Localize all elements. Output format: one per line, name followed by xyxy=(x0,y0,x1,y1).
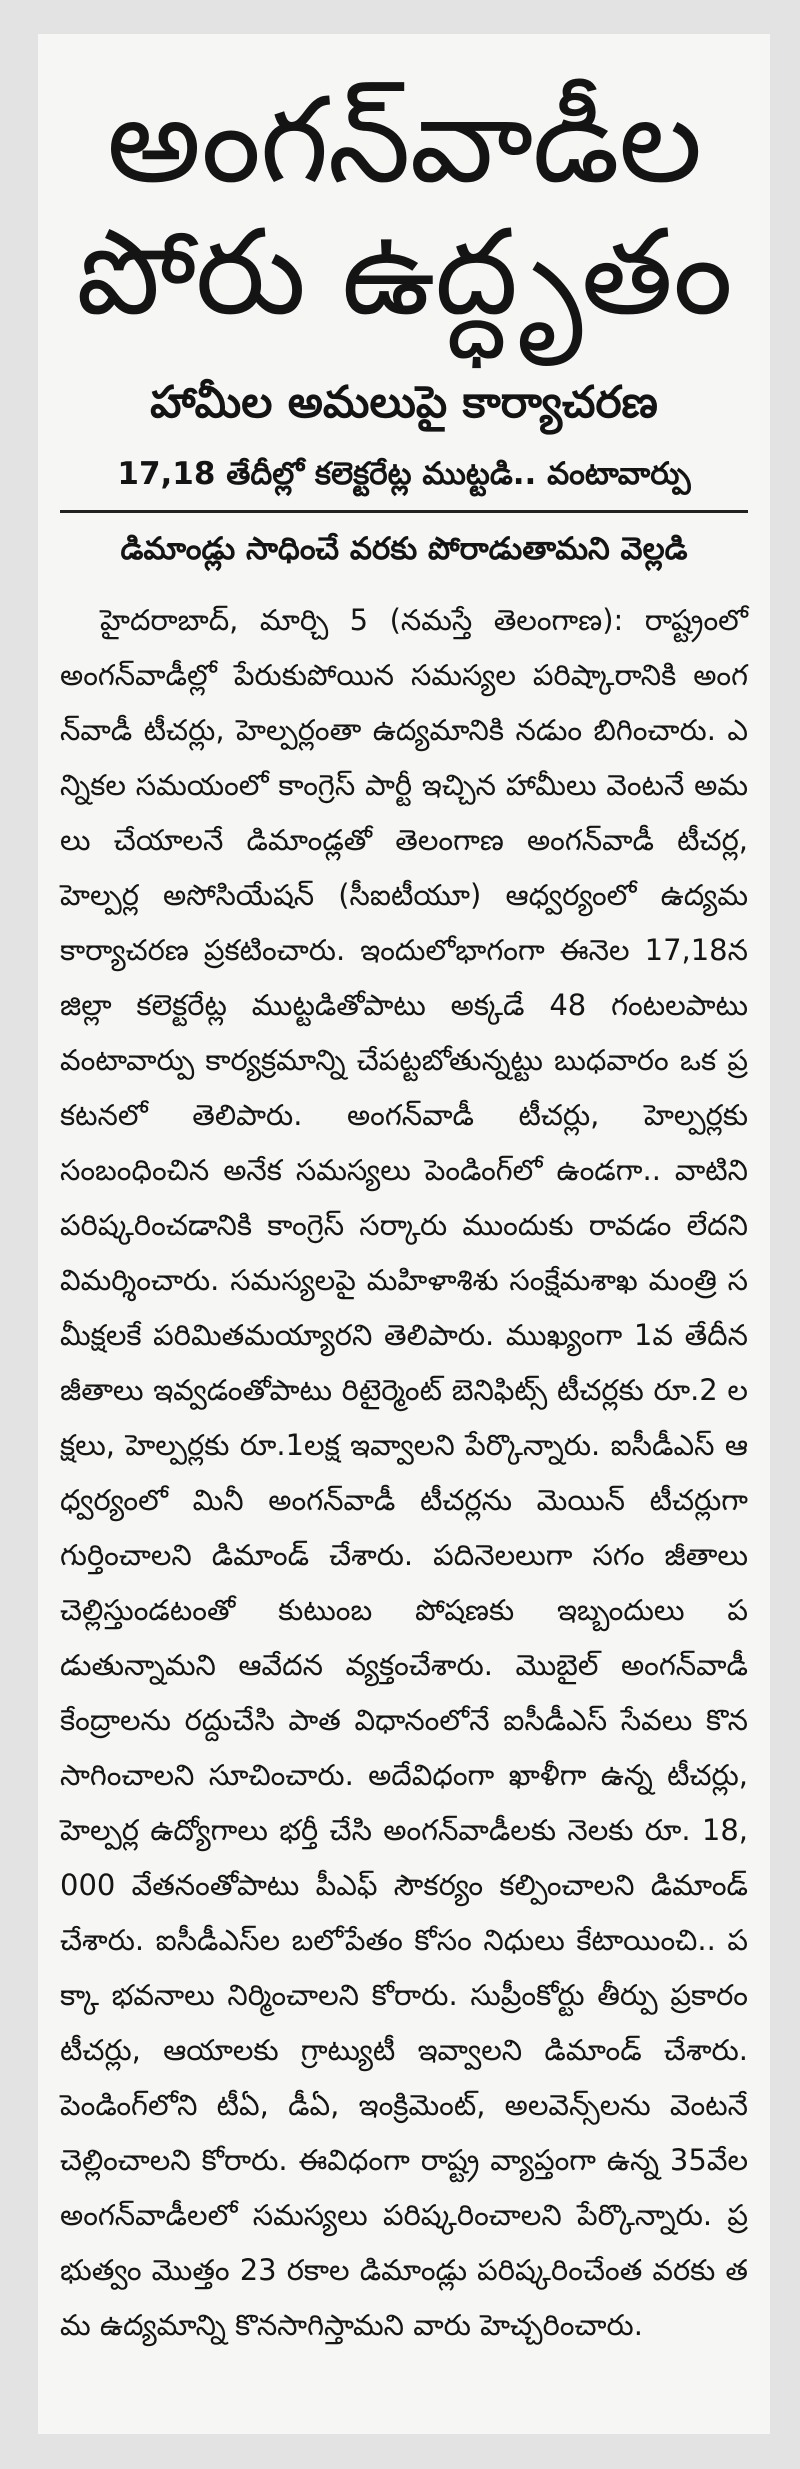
kicker-line: 17,18 తేదీల్లో కలెక్టరేట్ల ముట్టడి.. వంటావార్పు xyxy=(117,456,691,492)
subheadline: హామీల అమలుపై కార్యాచరణ xyxy=(150,377,658,428)
article-body: హైదరాబాద్, మార్చి 5 (నమస్తే తెలంగాణ): రాష్ట్రంలో అంగన్‌వాడీల్లో పేరుకుపోయిన సమస్యల పరిష్కారానికి అంగన్‌వాడీ టీచర్లు, హెల్పర్లంతా ఉద్యమానికి నడుం బిగించారు. ఎన్నికల సమయంలో కాంగ్రెస్ పార్టీ ఇచ్చిన హామీలు వెంటనే అమలు చేయాలనే డిమాండ్లతో తెలంగాణ అంగన్‌వాడీ టీచర్ల, హెల్పర్ల అసోసియేషన్ (సీఐటీయూ) ఆధ్వర్యంలో ఉద్యమ కార్యాచరణ ప్రకటించారు. ఇందులోభాగంగా ఈనెల 17,18న జిల్లా కలెక్టరేట్ల ముట్టడితోపాటు అక్కడే 48 గంటలపాటు వంటావార్పు కార్యక్రమాన్ని చేపట్టబోతున్నట్టు బుధవారం ఒక ప్రకటనలో తెలిపారు. అంగన్‌వాడీ టీచర్లు, హెల్పర్లకు సంబంధించిన అనేక సమస్యలు పెండింగ్‌లో ఉండగా.. వాటిని పరిష్కరించడానికి కాంగ్రెస్ సర్కారు ముందుకు రావడం లేదని విమర్శించారు. సమస్యలపై మహిళాశిశు సంక్షేమశాఖ మంత్రి సమీక్షలకే పరిమితమయ్యారని తెలిపారు. ముఖ్యంగా 1వ తేదీన జీతాలు ఇవ్వడంతోపాటు రిటైర్మెంట్ బెనిఫిట్స్ టీచర్లకు రూ.2 లక్షలు, హెల్పర్లకు రూ.1లక్ష ఇవ్వాలని పేర్కొన్నారు. ఐసీడీఎస్ ఆధ్వర్యంలో మినీ అంగన్‌వాడీ టీచర్లను మెయిన్ టీచర్లుగా గుర్తించాలని డిమాండ్ చేశారు. పదినెలలుగా సగం జీతాలు చెల్లిస్తుండటంతో కుటుంబ పోషణకు ఇబ్బందులు పడుతున్నామని ఆవేదన వ్యక్తంచేశారు. మొబైల్ అంగన్‌వాడీ కేంద్రాలను రద్దుచేసి పాత విధానంలోనే ఐసీడీఎస్ సేవలు కొనసాగించాలని సూచించారు. అదేవిధంగా ఖాళీగా ఉన్న టీచర్లు, హెల్పర్ల ఉద్యోగాలు భర్తీ చేసి అంగన్‌వాడీలకు నెలకు రూ. 18,000 వేతనంతోపాటు పీఎఫ్ సౌకర్యం కల్పించాలని డిమాండ్ చేశారు. ఐసీడీఎస్‌ల బలోపేతం కోసం నిధులు కేటాయించి.. పక్కా భవనాలు నిర్మించాలని కోరారు. సుప్రీంకోర్టు తీర్పు ప్రకారం టీచర్లు, ఆయాలకు గ్రాట్యుటీ ఇవ్వాలని డిమాండ్ చేశారు. పెండింగ్‌లోని టీఏ, డీఏ, ఇంక్రిమెంట్, అలవెన్స్‌లను వెంటనే చెల్లించాలని కోరారు. ఈవిధంగా రాష్ట్ర వ్యాప్తంగా ఉన్న 35వేల అంగన్‌వాడీలలో సమస్యలు పరిష్కరించాలని పేర్కొన్నారు. ప్రభుత్వం మొత్తం 23 రకాల డిమాండ్లు పరిష్కరించేంత వరకు తమ ఉద్యమాన్ని కొనసాగిస్తామని వారు హెచ్చరించారు. xyxy=(60,603,748,2342)
divider xyxy=(60,510,748,513)
headline xyxy=(60,71,748,341)
deck-line: డిమాండ్లు సాధించే వరకు పోరాడుతామని వెల్లడి xyxy=(120,531,688,567)
headline-line-1: అంగన్‌వాడీల xyxy=(106,71,702,209)
headline-line-2: పోరు ఉద్ధృతం xyxy=(76,203,732,341)
newspaper-clipping xyxy=(38,34,770,2434)
